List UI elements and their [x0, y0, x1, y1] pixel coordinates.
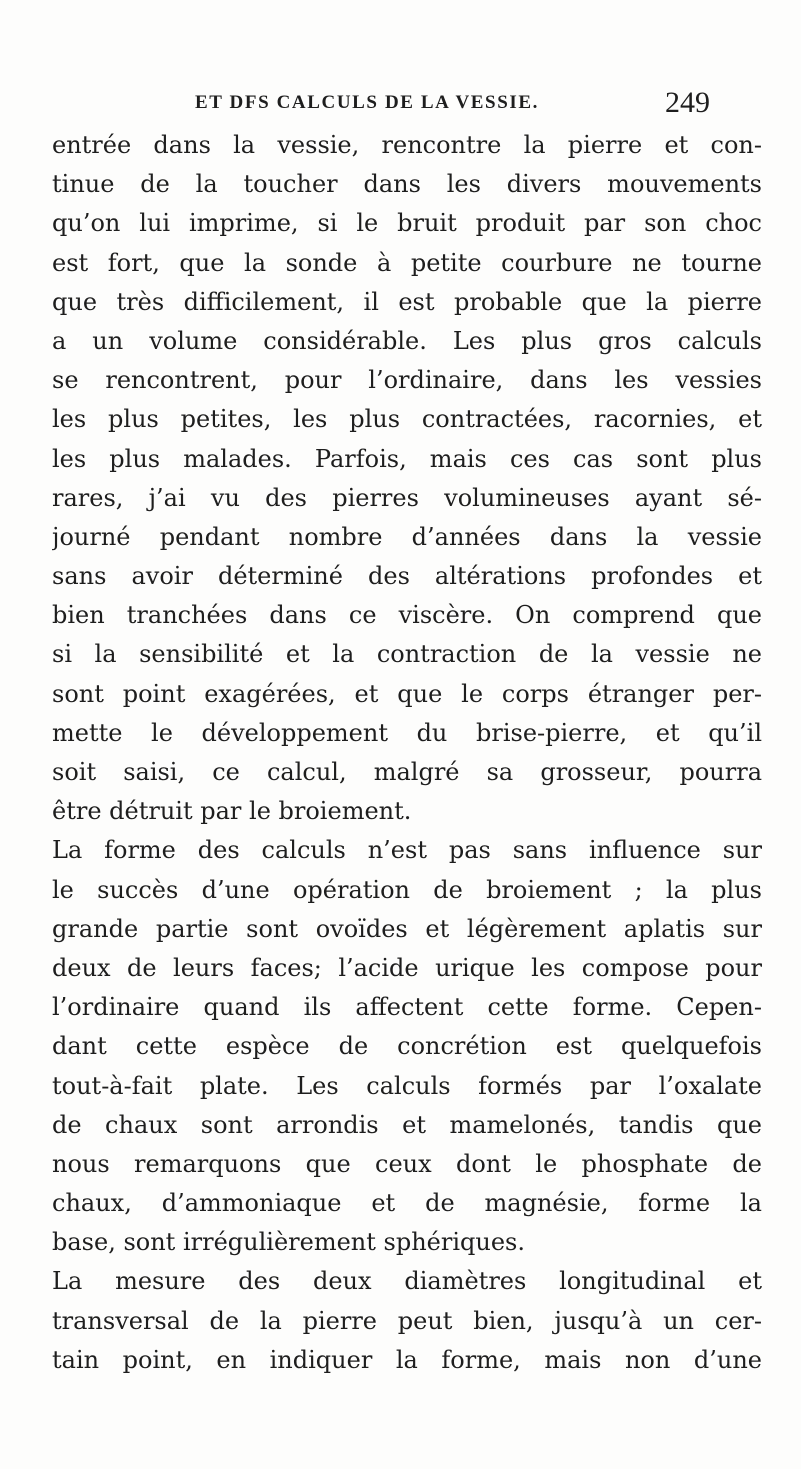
text-line: que très difficilement, il est probable que la pierre — [52, 287, 762, 316]
text-line: a un volume considérable. Les plus gros calculs — [52, 326, 762, 355]
text-line: l’ordinaire quand ils affectent cette forme. Cepen- — [52, 993, 762, 1022]
text-line: qu’on lui imprime, si le bruit produit par son choc — [52, 209, 762, 238]
text-line: mette le développement du brise-pierre, et qu’il — [52, 718, 762, 747]
text-line: sans avoir déterminé des altérations profondes et — [52, 562, 762, 591]
text-line: transversal de la pierre peut bien, jusqu’à un cer- — [52, 1306, 762, 1335]
paragraph-start-line: La mesure des deux diamètres longitudinal et — [52, 1267, 762, 1296]
text-line: chaux, d’ammoniaque et de magnésie, forme la — [52, 1189, 762, 1218]
text-line: tout-à-fait plate. Les calculs formés par l’oxalate — [52, 1071, 762, 1100]
text-line: bien tranchées dans ce viscère. On comprend que — [52, 601, 762, 630]
text-line: entrée dans la vessie, rencontre la pierre et con- — [52, 131, 762, 159]
body-text — [52, 126, 762, 1380]
paragraph-end-line: base, sont irrégulièrement sphériques. — [52, 1228, 525, 1257]
text-line: dant cette espèce de concrétion est quelquefois — [52, 1032, 762, 1061]
text-line: rares, j’ai vu des pierres volumineuses ayant sé- — [52, 483, 762, 512]
text-line: grande partie sont ovoïdes et légèrement aplatis sur — [52, 914, 762, 943]
text-line: sont point exagérées, et que le corps étranger per- — [52, 679, 762, 708]
text-line: tinue de la toucher dans les divers mouvements — [52, 170, 762, 199]
text-line: journé pendant nombre d’années dans la vessie — [52, 522, 762, 551]
text-line: si la sensibilité et la contraction de la vessie ne — [52, 640, 762, 669]
text-line: est fort, que la sonde à petite courbure ne tourne — [52, 248, 762, 277]
text-line: de chaux sont arrondis et mamelonés, tandis que — [52, 1110, 762, 1139]
text-line: tain point, en indiquer la forme, mais non d’une — [52, 1345, 762, 1374]
paragraph-end-line: être détruit par le broiement. — [52, 797, 412, 826]
text-line: les plus malades. Parfois, mais ces cas sont plus — [52, 444, 762, 473]
text-line: soit saisi, ce calcul, malgré sa grosseur, pourra — [52, 758, 762, 786]
text-line: se rencontrent, pour l’ordinaire, dans les vessies — [52, 366, 762, 395]
running-header — [195, 86, 710, 120]
running-title: ET DFS CALCULS DE LA VESSIE. — [195, 92, 539, 113]
page-number: 249 — [665, 86, 710, 119]
text-line: les plus petites, les plus contractées, racornies, et — [52, 405, 762, 434]
text-line: deux de leurs faces; l’acide urique les compose pour — [52, 953, 762, 982]
text-line: le succès d’une opération de broiement ; la plus — [52, 875, 762, 904]
text-line: nous remarquons que ceux dont le phosphate de — [52, 1149, 762, 1178]
paragraph-start-line: La forme des calculs n’est pas sans influence sur — [52, 836, 762, 865]
